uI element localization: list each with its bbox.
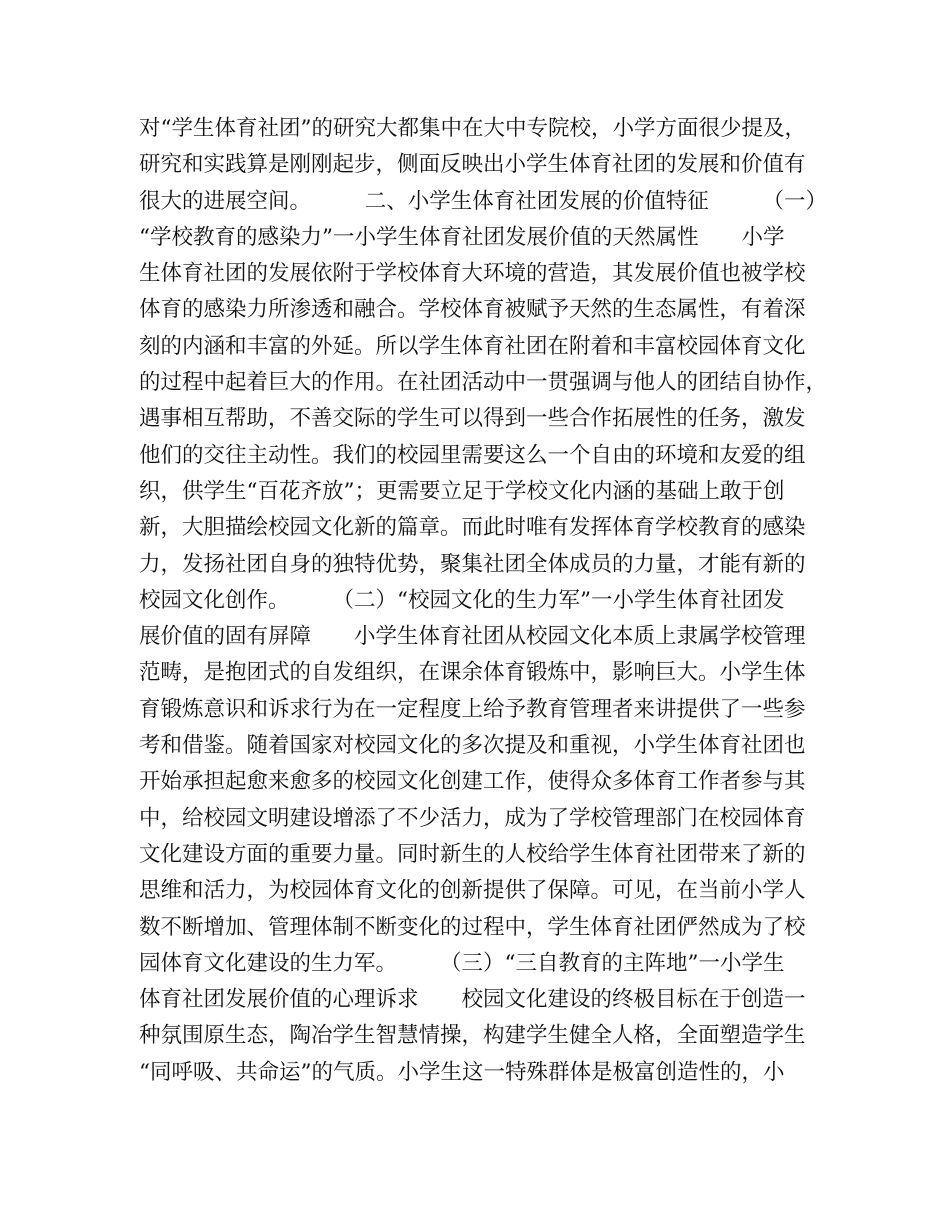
text-line: 数不断增加、管理体制不断变化的过程中，学生体育社团俨然成为了校: [139, 914, 806, 940]
text-line: 育锻炼意识和诉求行为在一定程度上给予教育管理者来讲提供了一些参: [139, 696, 806, 722]
text-line: 考和借鉴。随着国家对校园文化的多次提及和重视，小学生体育社团也: [139, 733, 806, 759]
text-line: 研究和实践算是刚刚起步，侧面反映出小学生体育社团的发展和价值有: [139, 152, 806, 178]
text-line: 他们的交往主动性。我们的校园里需要这么一个自由的环境和友爱的组: [139, 442, 806, 468]
text-line: 开始承担起愈来愈多的校园文化创建工作，使得众多体育工作者参与其: [139, 769, 806, 795]
text-line: 力，发扬社团自身的独特优势，聚集社团全体成员的力量，才能有新的: [139, 551, 806, 577]
text-line: 刻的内涵和丰富的外延。所以学生体育社团在附着和丰富校园体育文化: [139, 333, 806, 359]
text-line: 展价值的固有屏障 小学生体育社团从校园文化本质上隶属学校管理: [139, 624, 806, 650]
text-line: 校园文化创作。 （二）“校园文化的生力军”一小学生体育社团发: [139, 587, 785, 613]
text-line: 遇事相互帮助，不善交际的学生可以得到一些合作拓展性的任务，激发: [139, 406, 806, 432]
text-line: 体育的感染力所渗透和融合。学校体育被赋予天然的生态属性，有着深: [139, 297, 806, 323]
text-line: “学校教育的感染力”一小学生体育社团发展价值的天然属性 小学: [139, 224, 785, 250]
text-line: 思维和活力，为校园体育文化的创新提供了保障。可见，在当前小学人: [139, 878, 806, 904]
text-line: 园体育文化建设的生力军。 （三）“三自教育的主阵地”一小学生: [139, 950, 785, 976]
text-line: 种氛围原生态，陶冶学生智慧情操，构建学生健全人格，全面塑造学生: [139, 1023, 806, 1049]
text-line: 对“学生体育社团”的研究大都集中在大中专院校，小学方面很少提及，: [139, 116, 806, 141]
text-line: 很大的进展空间。 二、小学生体育社团发展的价值特征 （一）: [139, 188, 828, 214]
text-line: 体育社团发展价值的心理诉求 校园文化建设的终极目标在于创造一: [139, 987, 806, 1013]
body-text: [139, 111, 829, 1091]
text-line: 新，大胆描绘校园文化新的篇章。而此时唯有发挥体育学校教育的感染: [139, 515, 806, 541]
text-line: 的过程中起着巨大的作用。在社团活动中一贯强调与他人的团结自协作，: [139, 370, 828, 396]
text-line: “同呼吸、共命运”的气质。小学生这一特殊群体是极富创造性的，小: [139, 1059, 785, 1085]
text-line: 织，供学生“百花齐放”；更需要立足于学校文化内涵的基础上敢于创: [139, 478, 785, 504]
text-line: 范畴，是抱团式的自发组织，在课余体育锻炼中，影响巨大。小学生体: [139, 660, 806, 686]
text-line: 中，给校园文明建设增添了不少活力，成为了学校管理部门在校园体育: [139, 805, 806, 831]
text-line: 生体育社团的发展依附于学校体育大环境的营造，其发展价值也被学校: [139, 261, 806, 287]
text-line: 文化建设方面的重要力量。同时新生的人校给学生体育社团带来了新的: [139, 841, 806, 867]
